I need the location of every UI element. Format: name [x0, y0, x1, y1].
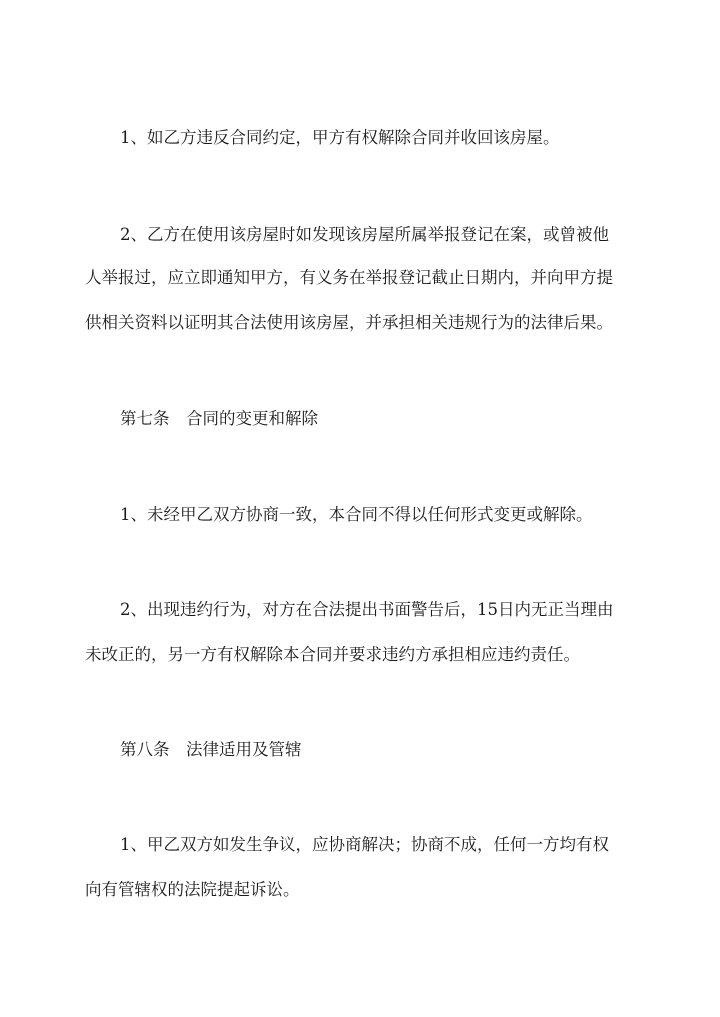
article-8-heading: 第八条 法律适用及管辖 [120, 740, 302, 759]
clause-6-1-line-1: 1、如乙方违反合同约定，甲方有权解除合同并收回该房屋。 [120, 128, 560, 147]
clause-7-1-line-1: 1、未经甲乙双方协商一致，本合同不得以任何形式变更或解除。 [120, 505, 593, 524]
clause-7-2-line-1: 2、出现违约行为，对方在合法提出书面警告后，15日内无正当理由 [120, 600, 614, 619]
article-7-heading: 第七条 合同的变更和解除 [120, 409, 318, 428]
clause-6-2-line-3: 供相关资料以证明其合法使用该房屋，并承担相关违规行为的法律后果。 [85, 313, 613, 332]
clause-8-1-line-1: 1、甲乙双方如发生争议，应协商解决；协商不成，任何一方均有权 [120, 835, 609, 854]
clause-8-1-line-2: 向有管辖权的法院提起诉讼。 [85, 880, 300, 899]
clause-6-2-line-2: 人举报过，应立即通知甲方，有义务在举报登记截止日期内，并向甲方提 [85, 268, 613, 287]
clause-6-2-line-1: 2、乙方在使用该房屋时如发现该房屋所属举报登记在案，或曾被他 [120, 225, 609, 244]
clause-7-2-line-2: 未改正的，另一方有权解除本合同并要求违约方承担相应违约责任。 [85, 645, 580, 664]
